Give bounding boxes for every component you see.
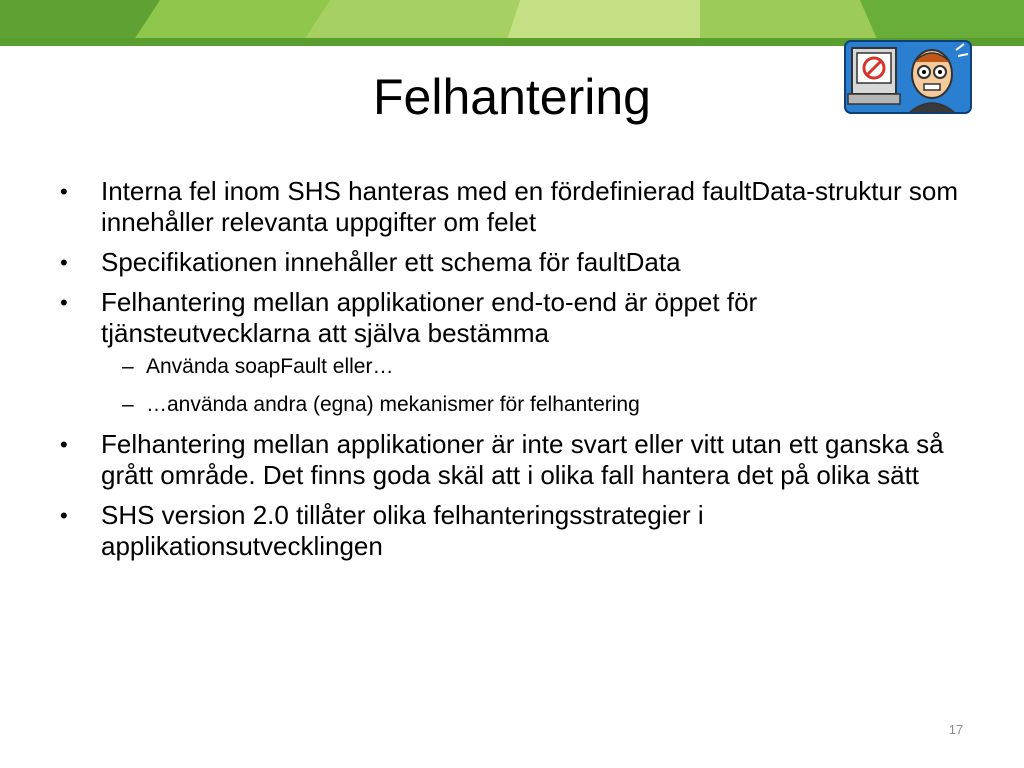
frustrated-man-at-computer-icon xyxy=(844,40,972,114)
page-number: 17 xyxy=(948,722,964,737)
bullet-text: Felhantering mellan applikationer är inte svart eller vitt utan ett ganska så grått område. Det finns goda skäl att i olika fall hantera det på olika sätt xyxy=(101,429,944,490)
bullet-marker: • xyxy=(60,290,68,315)
bullet-item xyxy=(60,287,960,349)
bullet-item xyxy=(60,247,960,278)
bullet-text: Felhantering mellan applikationer end-to-end är öppet för tjänsteutvecklarna att själva bestämma xyxy=(101,287,758,348)
sub-bullet-item xyxy=(60,391,960,418)
dash-marker: – xyxy=(122,393,134,416)
sub-bullet-text: …använda andra (egna) mekanismer för felhantering xyxy=(146,393,640,416)
bullet-marker: • xyxy=(60,503,68,528)
bullet-text: Interna fel inom SHS hanteras med en fördefinierad faultData-struktur som innehåller relevanta uppgifter om felet xyxy=(101,176,958,237)
dash-marker: – xyxy=(122,355,134,378)
bullet-text: SHS version 2.0 tillåter olika felhanteringsstrategier i applikationsutvecklingen xyxy=(101,500,704,561)
bullet-marker: • xyxy=(60,250,68,275)
bullet-text: Specifikationen innehåller ett schema för faultData xyxy=(101,247,681,277)
bullet-marker: • xyxy=(60,432,68,457)
slide-title: Felhantering xyxy=(373,69,651,125)
sub-bullet-item xyxy=(60,353,960,380)
bullet-list xyxy=(60,176,960,571)
bullet-item xyxy=(60,429,960,491)
bullet-item xyxy=(60,500,960,562)
bullet-item xyxy=(60,176,960,238)
sub-bullet-text: Använda soapFault eller… xyxy=(146,355,394,378)
bullet-marker: • xyxy=(60,179,68,204)
